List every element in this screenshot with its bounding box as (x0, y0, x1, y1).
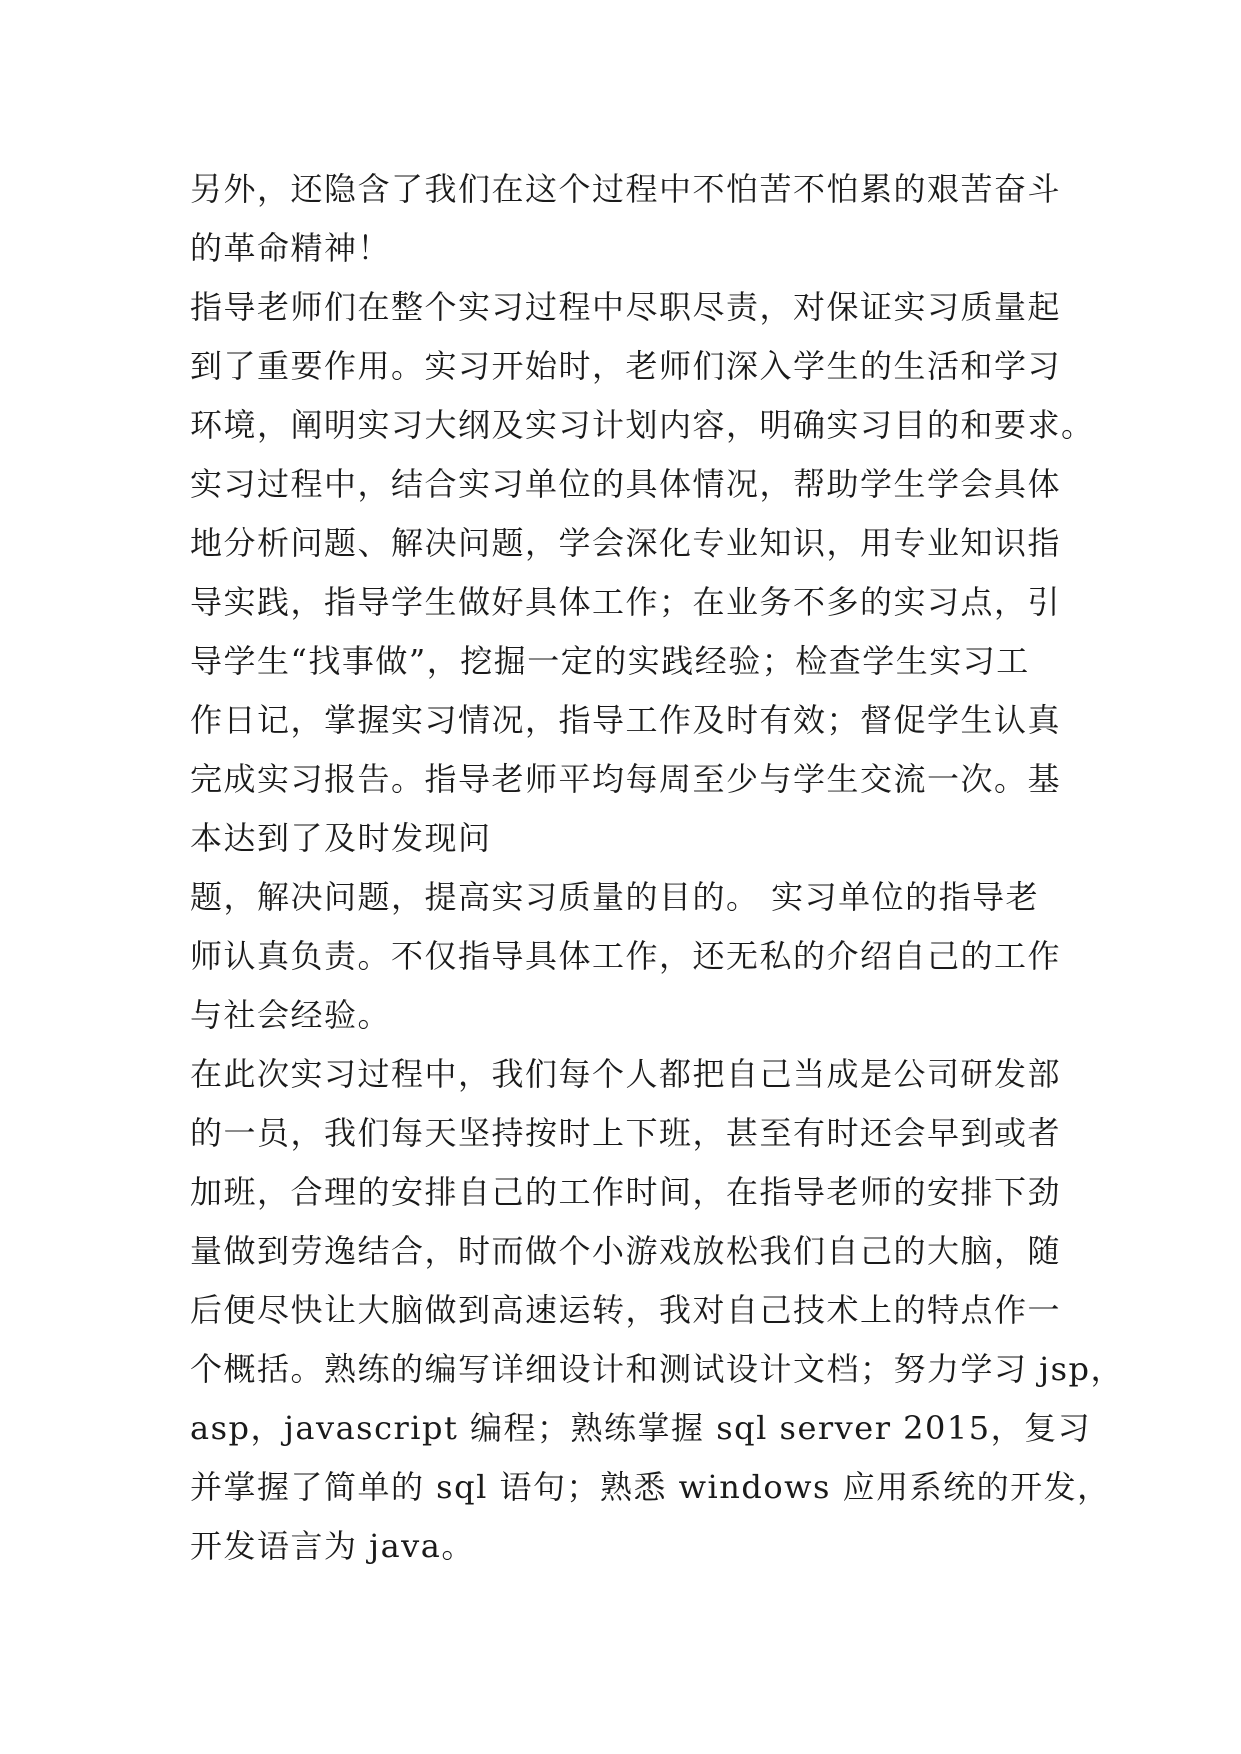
text-line: asp，javascript 编程；熟练掌握 sql server 2015，复习 (190, 1409, 1092, 1447)
text-line: 本达到了及时发现问 (190, 819, 492, 857)
text-line: 导学生“找事做”，挖掘一定的实践经验；检查学生实习工 (190, 642, 1030, 680)
text-line: 题，解决问题，提高实习质量的目的。 实习单位的指导老 (190, 878, 1040, 916)
text-line: 并掌握了简单的 sql 语句；熟悉 windows 应用系统的开发， (190, 1468, 1111, 1506)
body-text (190, 160, 1125, 1576)
text-line: 到了重要作用。实习开始时，老师们深入学生的生活和学习 (190, 347, 1062, 385)
text-line: 开发语言为 java。 (190, 1527, 475, 1565)
text-line: 的一员，我们每天坚持按时上下班，甚至有时还会早到或者 (190, 1114, 1062, 1152)
text-line: 与社会经验。 (190, 996, 392, 1034)
text-line: 在此次实习过程中，我们每个人都把自己当成是公司研发部 (190, 1055, 1062, 1093)
text-line: 实习过程中，结合实习单位的具体情况，帮助学生学会具体 (190, 465, 1062, 503)
text-line: 导实践，指导学生做好具体工作；在业务不多的实习点，引 (190, 583, 1062, 621)
text-line: 作日记，掌握实习情况，指导工作及时有效；督促学生认真 (190, 701, 1062, 739)
text-line: 量做到劳逸结合，时而做个小游戏放松我们自己的大脑，随 (190, 1232, 1062, 1270)
text-line: 加班，合理的安排自己的工作时间，在指导老师的安排下劲 (190, 1173, 1062, 1211)
text-line: 环境，阐明实习大纲及实习计划内容，明确实习目的和要求。 (190, 406, 1095, 444)
text-line: 的革命精神！ (190, 229, 392, 267)
text-line: 个概括。熟练的编写详细设计和测试设计文档；努力学习 jsp， (190, 1350, 1125, 1388)
text-line: 指导老师们在整个实习过程中尽职尽责，对保证实习质量起 (190, 288, 1062, 326)
text-line: 师认真负责。不仅指导具体工作，还无私的介绍自己的工作 (190, 937, 1062, 975)
text-line: 另外，还隐含了我们在这个过程中不怕苦不怕累的艰苦奋斗 (190, 170, 1062, 208)
text-line: 地分析问题、解决问题，学会深化专业知识，用专业知识指 (190, 524, 1062, 562)
text-line: 完成实习报告。指导老师平均每周至少与学生交流一次。基 (190, 760, 1062, 798)
text-line: 后便尽快让大脑做到高速运转，我对自己技术上的特点作一 (190, 1291, 1062, 1329)
